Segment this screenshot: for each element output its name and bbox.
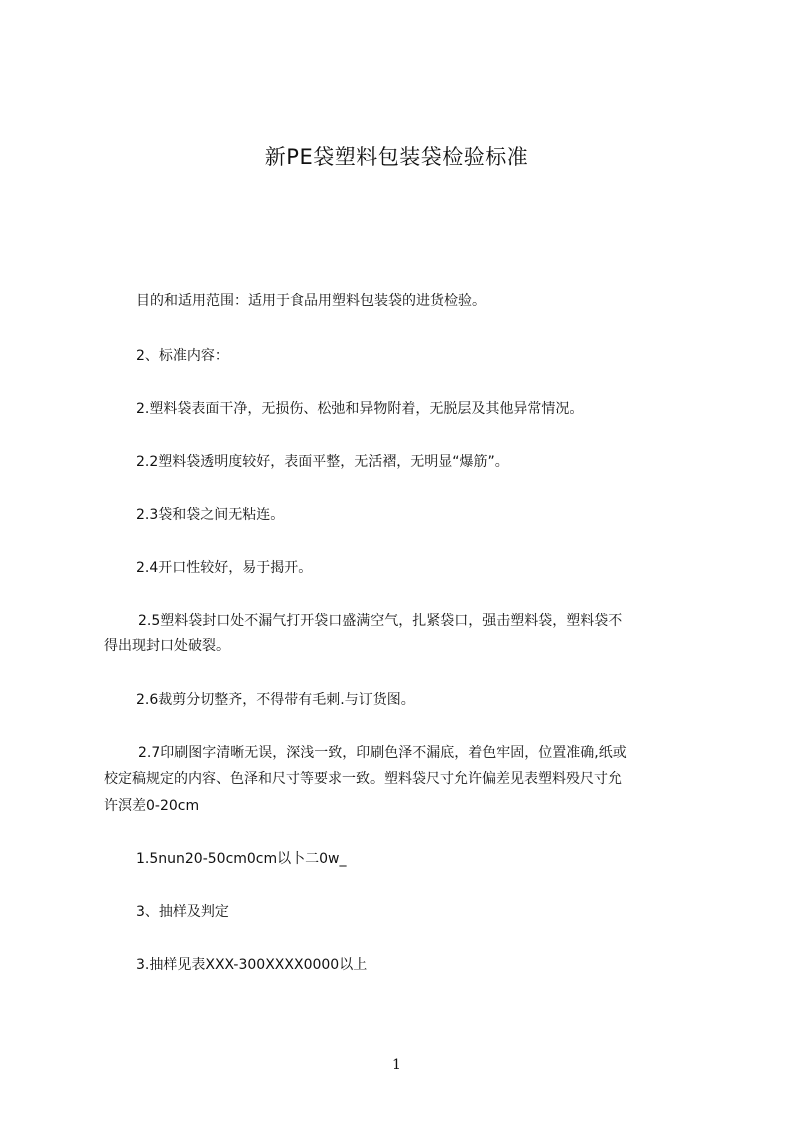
paragraph-scope: 目的和适用范围：适用于食品用塑料包装袋的进货检验。 [136,293,486,309]
paragraph-2-7-line-3: 许溟差0-20cm [104,798,200,814]
paragraph-2-2: 2.2塑料袋透明度较好，表面平整，无活褶，无明显“爆筋”。 [136,454,509,470]
paragraph-2-1: 2.塑料袋表面干净，无损伤、松弛和异物附着，无脱层及其他异常情况。 [136,401,584,417]
paragraph-2-7-line-2: 校定稿规定的内容、色泽和尺寸等要求一致。塑料袋尺寸允许偏差见表塑料殁尺寸允 [104,771,622,787]
paragraph-sampling-heading: 3、抽样及判定 [136,904,229,920]
document-title: 新PE袋塑料包装袋检验标准 [264,145,529,169]
paragraph-2-5-line-2: 得出现封口处破裂。 [104,638,230,654]
paragraph-2-4: 2.4开口性较好，易于揭开。 [136,560,313,576]
paragraph-2-6: 2.6裁剪分切整齐，不得带有毛刺.与订货图。 [136,692,415,708]
page-number: 1 [392,1057,401,1073]
paragraph-standard-heading: 2、标准内容： [136,348,229,364]
paragraph-sampling: 3.抽样见表XXX-300XXXX0000以上 [136,957,368,973]
paragraph-2-3: 2.3袋和袋之间无粘连。 [136,507,285,523]
paragraph-2-7-line-1: 2.7印刷图字清晰无误，深浅一致，印刷色泽不漏底，着色牢固，位置准确,纸或 [138,745,627,761]
paragraph-2-5-line-1: 2.5塑料袋封口处不漏气打开袋口盛满空气，扎紧袋口，强击塑料袋，塑料袋不 [138,613,623,629]
paragraph-tolerance: 1.5nun20-50cm0cm以卜二0w_ [136,851,347,867]
